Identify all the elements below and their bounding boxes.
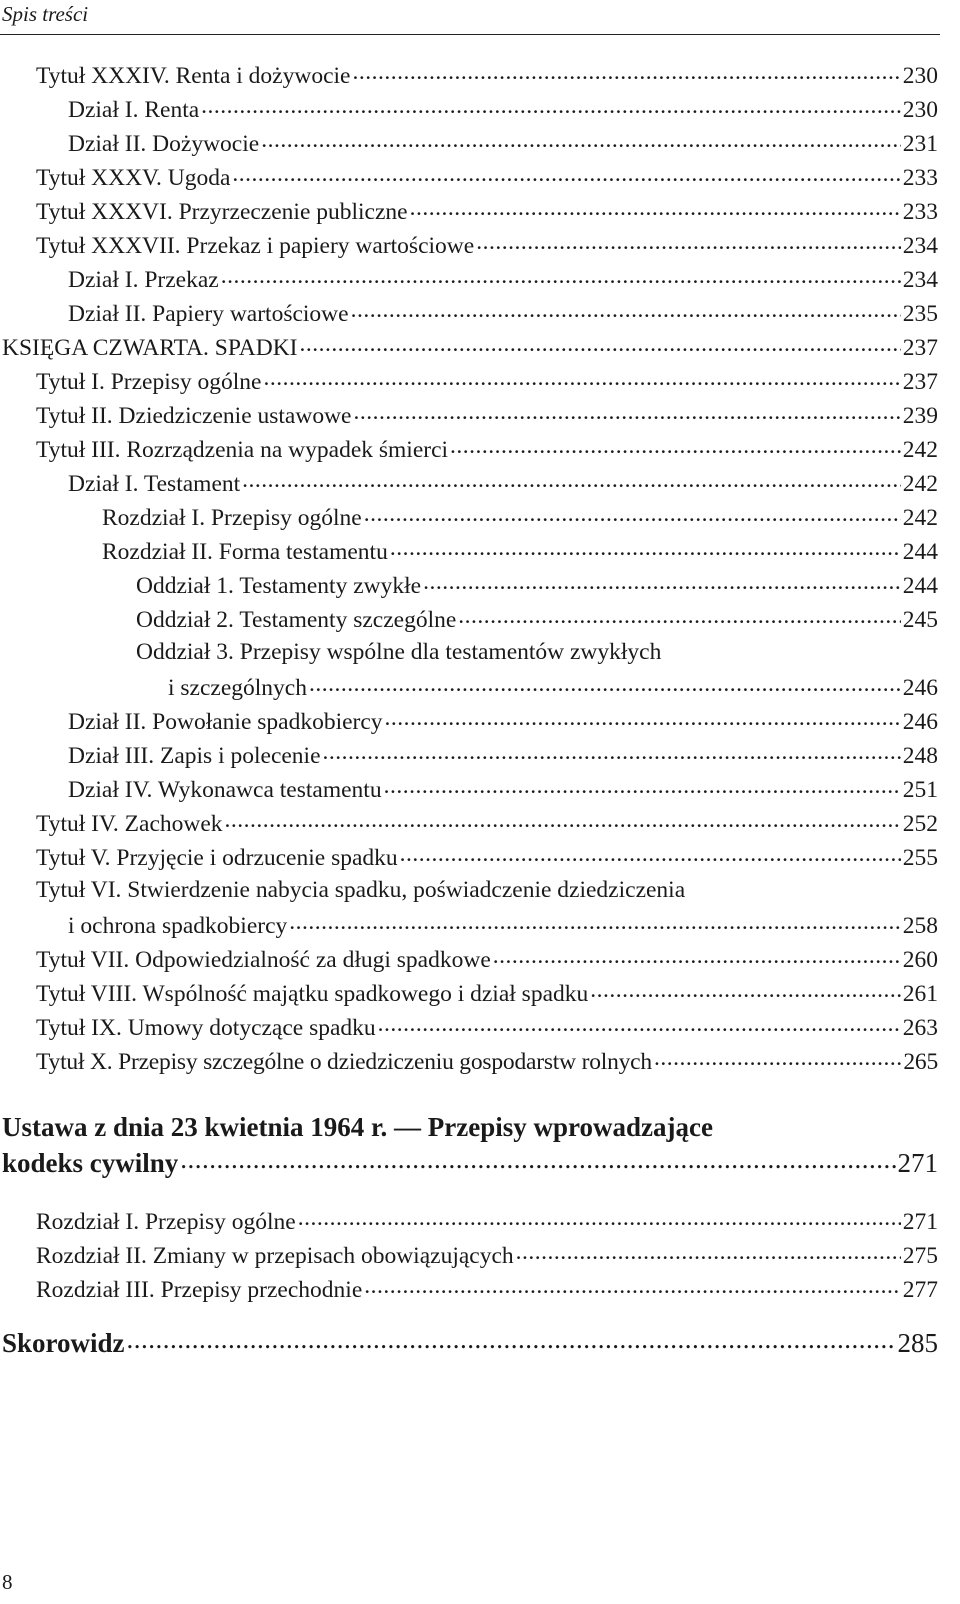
index-entry[interactable] (2, 1325, 938, 1360)
toc-leader-dots (180, 1145, 895, 1172)
toc-leader-dots (385, 705, 901, 729)
act-heading[interactable] (2, 1110, 713, 1144)
toc-leader-dots (309, 671, 901, 695)
toc-entry-page: 231 (902, 130, 938, 157)
toc-leader-dots (390, 535, 901, 559)
toc-entry-title: Tytuł V. Przyjęcie i odrzucenie spadku (36, 844, 398, 871)
toc-entry-page: 258 (902, 912, 938, 939)
toc-leader-dots (400, 841, 901, 865)
toc-entry-title: Tytuł XXXIV. Renta i dożywocie (36, 62, 351, 89)
toc-entry[interactable] (2, 331, 938, 363)
toc-entry-page: 237 (902, 368, 938, 395)
toc-entry-title: Rozdział I. Przepisy ogólne (102, 504, 362, 531)
toc-entry[interactable] (102, 501, 938, 533)
toc-entry[interactable] (68, 467, 938, 499)
toc-entry-title: Tytuł X. Przepisy szczególne o dziedziczeniu gospodarstw rolnych (36, 1048, 652, 1075)
toc-leader-dots (458, 603, 900, 627)
toc-entry-page: 230 (902, 96, 938, 123)
toc-leader-dots (261, 127, 901, 151)
toc-entry[interactable] (68, 909, 938, 941)
toc-entry-title: Tytuł XXXVII. Przekaz i papiery wartościowe (36, 232, 475, 259)
toc-entry-title: Dział IV. Wykonawca testamentu (68, 776, 382, 803)
page-number: 8 (2, 1570, 13, 1594)
toc-entry-title: i ochrona spadkobiercy (68, 912, 288, 939)
toc-entry-title: Dział II. Powołanie spadkobiercy (68, 708, 383, 735)
toc-entry[interactable] (36, 59, 938, 91)
toc-leader-dots (493, 943, 901, 967)
toc-entry[interactable] (36, 229, 938, 261)
toc-entry[interactable] (168, 671, 938, 703)
toc-entry[interactable] (36, 841, 938, 873)
toc-entry-title: Rozdział I. Przepisy ogólne (36, 1208, 296, 1235)
toc-leader-dots (590, 977, 901, 1001)
toc-entry[interactable] (68, 93, 938, 125)
toc-entry-title: Tytuł XXXVI. Przyrzeczenie publiczne (36, 198, 408, 225)
toc-entry-page: 277 (902, 1276, 938, 1303)
toc-entry[interactable] (68, 127, 938, 159)
toc-entry-page: 265 (903, 1048, 938, 1075)
act-heading-entry[interactable] (2, 1145, 938, 1180)
toc-leader-dots (232, 161, 900, 185)
toc-entry-title: Tytuł II. Dziedziczenie ustawowe (36, 402, 352, 429)
toc-entry-page: 242 (902, 504, 938, 531)
toc-entry-title: Tytuł VIII. Wspólność majątku spadkowego i dział spadku (36, 980, 589, 1007)
toc-entry-page: 233 (902, 198, 938, 225)
toc-entry-page: 275 (902, 1242, 938, 1269)
toc-leader-dots (201, 93, 901, 117)
toc-entry-title: Dział I. Przekaz (68, 266, 219, 293)
toc-entry[interactable] (36, 977, 938, 1009)
toc-entry-page: 251 (902, 776, 938, 803)
toc-entry[interactable] (102, 535, 938, 567)
toc-entry-page: 255 (902, 844, 938, 871)
toc-entry-title: Tytuł XXXV. Ugoda (36, 164, 231, 191)
toc-entry-page: 246 (902, 674, 938, 701)
toc-entry-page: 237 (902, 334, 938, 361)
toc-entry-continued[interactable] (36, 875, 685, 905)
toc-leader-dots (225, 807, 901, 831)
toc-entry-title: Dział I. Renta (68, 96, 200, 123)
toc-entry-page: 246 (902, 708, 938, 735)
toc-entry-title: Tytuł I. Przepisy ogólne (36, 368, 262, 395)
toc-entry[interactable] (36, 433, 938, 465)
toc-leader-dots (516, 1239, 901, 1263)
toc-leader-dots (364, 1273, 900, 1297)
toc-entry-page: 234 (902, 232, 938, 259)
toc-entry-page: 271 (902, 1208, 938, 1235)
toc-entry-page: 235 (902, 300, 938, 327)
toc-entry-page: 285 (897, 1328, 938, 1358)
toc-entry-page: 242 (902, 436, 938, 463)
toc-entry-page: 248 (902, 742, 938, 769)
toc-entry[interactable] (36, 399, 938, 431)
toc-entry-title: i szczególnych (168, 674, 307, 701)
toc-entry-page: 252 (902, 810, 938, 837)
toc-leader-dots (221, 263, 901, 287)
toc-entry[interactable] (68, 773, 938, 805)
toc-entry-page: 239 (902, 402, 938, 429)
toc-leader-dots (127, 1325, 896, 1352)
toc-entry-page: 245 (902, 606, 938, 633)
toc-entry[interactable] (68, 297, 938, 329)
toc-leader-dots (364, 501, 901, 525)
toc-entry[interactable] (36, 1205, 938, 1237)
toc-leader-dots (352, 59, 900, 83)
toc-entry-page: 244 (902, 538, 938, 565)
toc-entry[interactable] (68, 263, 938, 295)
toc-entry-page: 230 (902, 62, 938, 89)
toc-leader-dots (476, 229, 901, 253)
toc-entry-title: Oddział 2. Testamenty szczególne (136, 606, 457, 633)
toc-entry-title: Rozdział II. Zmiany w przepisach obowiązujących (36, 1242, 514, 1269)
toc-entry[interactable] (136, 603, 938, 635)
toc-leader-dots (289, 909, 900, 933)
toc-entry-title: Tytuł IV. Zachowek (36, 810, 223, 837)
toc-entry[interactable] (68, 705, 938, 737)
toc-entry[interactable] (36, 195, 938, 227)
toc-entry[interactable] (36, 365, 938, 397)
toc-entry-page: 271 (897, 1148, 938, 1178)
toc-leader-dots (378, 1011, 901, 1035)
toc-entry-title: KSIĘGA CZWARTA. SPADKI (2, 334, 298, 361)
toc-entry-title: Tytuł VII. Odpowiedzialność za długi spadkowe (36, 946, 491, 973)
toc-leader-dots (410, 195, 901, 219)
toc-leader-dots (300, 331, 901, 355)
running-header (0, 0, 940, 35)
toc-leader-dots (654, 1045, 901, 1069)
toc-entry-page: 244 (902, 572, 938, 599)
toc-entry-title: Rozdział II. Forma testamentu (102, 538, 388, 565)
toc-entry[interactable] (36, 1011, 938, 1043)
toc-entry[interactable] (36, 943, 938, 975)
toc-leader-dots (323, 739, 901, 763)
toc-leader-dots (384, 773, 901, 797)
toc-entry-page: 263 (902, 1014, 938, 1041)
toc-entry-title: Dział II. Dożywocie (68, 130, 260, 157)
toc-entry-page: 261 (902, 980, 938, 1007)
toc-entry-title: Dział I. Testament (68, 470, 241, 497)
toc-entry-title: Rozdział III. Przepisy przechodnie (36, 1276, 363, 1303)
toc-leader-dots (351, 297, 901, 321)
toc-entry-title: Tytuł III. Rozrządzenia na wypadek śmierci (36, 436, 449, 463)
toc-entry[interactable] (68, 739, 938, 771)
running-header-title: Spis treści (2, 2, 89, 26)
toc-entry-title: Tytuł IX. Umowy dotyczące spadku (36, 1014, 376, 1041)
toc-leader-dots (423, 569, 901, 593)
toc-entry-page: 260 (902, 946, 938, 973)
toc-leader-dots (353, 399, 900, 423)
toc-entry[interactable] (136, 569, 938, 601)
toc-entry-title: Oddział 3. Przepisy wspólne dla testamentów zwykłych (136, 639, 662, 665)
act-heading-title: kodeks cywilny (2, 1148, 179, 1178)
toc-entry[interactable] (36, 1273, 938, 1305)
toc-leader-dots (450, 433, 901, 457)
toc-leader-dots (298, 1205, 901, 1229)
toc-entry-page: 234 (902, 266, 938, 293)
toc-entry[interactable] (36, 1239, 938, 1271)
toc-entry-title: Tytuł VI. Stwierdzenie nabycia spadku, poświadczenie dziedziczenia (36, 877, 686, 903)
toc-leader-dots (242, 467, 901, 491)
toc-entry-title: Dział II. Papiery wartościowe (68, 300, 349, 327)
toc-entry-title: Skorowidz (2, 1328, 125, 1358)
toc-entry-continued[interactable] (136, 637, 661, 667)
toc-entry[interactable] (36, 807, 938, 839)
toc-entry-page: 233 (902, 164, 938, 191)
toc-entry[interactable] (36, 1045, 938, 1077)
toc-leader-dots (264, 365, 901, 389)
toc-entry[interactable] (36, 161, 938, 193)
toc-entry-title: Oddział 1. Testamenty zwykłe (136, 572, 422, 599)
act-heading-title: Ustawa z dnia 23 kwietnia 1964 r. — Przepisy wprowadzające (2, 1112, 713, 1142)
toc-entry-title: Dział III. Zapis i polecenie (68, 742, 321, 769)
toc-entry-page: 242 (902, 470, 938, 497)
